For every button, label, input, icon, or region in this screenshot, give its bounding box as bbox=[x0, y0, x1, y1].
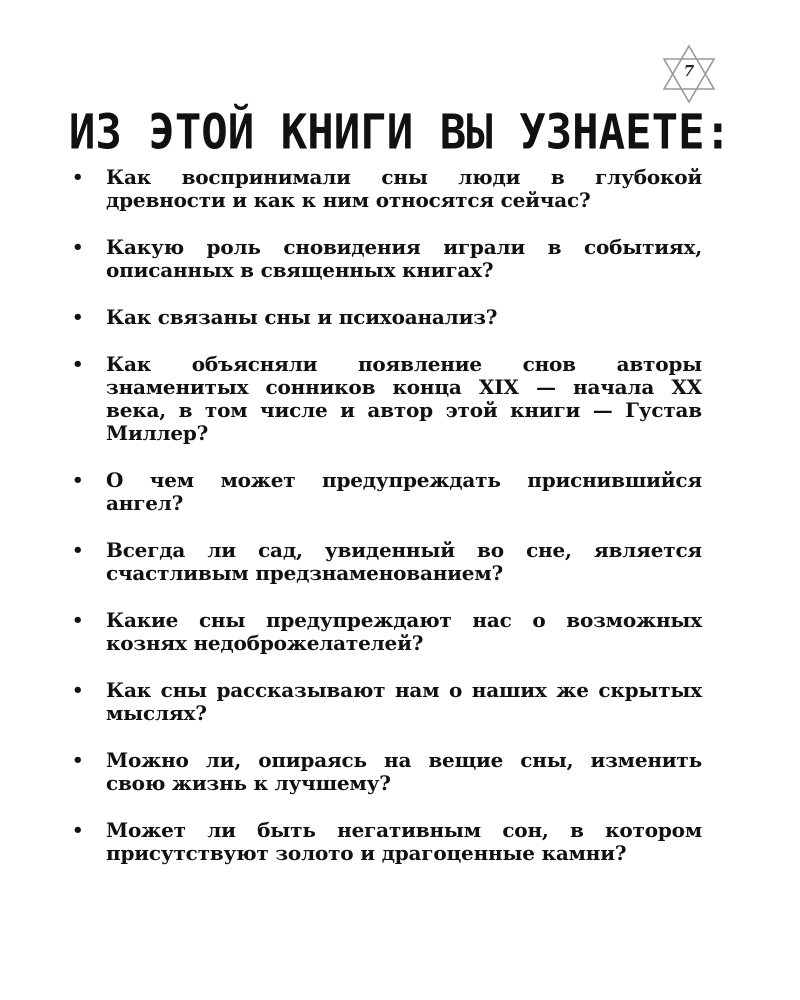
list-item-text: Какую роль сновидения играли в событиях, описанных в священных книгах? bbox=[106, 235, 702, 282]
list-item bbox=[70, 353, 702, 445]
bullet-icon: • bbox=[72, 470, 84, 491]
page-title: ИЗ ЭТОЙ КНИГИ ВЫ УЗНАЕТЕ: bbox=[68, 104, 732, 161]
list-item-text: Как связаны сны и психоанализ? bbox=[106, 305, 498, 329]
bullet-icon: • bbox=[72, 167, 84, 188]
bullet-icon: • bbox=[72, 750, 84, 771]
list-item-text: Как воспринимали сны люди в глубокой древности и как к ним относятся сейчас? bbox=[106, 165, 702, 212]
list-item bbox=[70, 539, 702, 585]
list-item bbox=[70, 609, 702, 655]
list-item bbox=[70, 236, 702, 282]
bullet-icon: • bbox=[72, 354, 84, 375]
bullet-icon: • bbox=[72, 680, 84, 701]
list-item-text: Как сны рассказывают нам о наших же скрытых мыслях? bbox=[106, 678, 702, 725]
list-item bbox=[70, 306, 702, 329]
list-item bbox=[70, 819, 702, 865]
list-item-text: Можно ли, опираясь на вещие сны, изменить свою жизнь к лучшему? bbox=[106, 748, 702, 795]
list-item bbox=[70, 749, 702, 795]
list-item bbox=[70, 166, 702, 212]
list-item bbox=[70, 469, 702, 515]
list-item-text: Как объясняли появление снов авторы знаменитых сонников конца XIX — начала XX века, в том числе и автор этой книги — Густав Миллер? bbox=[106, 352, 702, 445]
list-item bbox=[70, 679, 702, 725]
bullet-icon: • bbox=[72, 610, 84, 631]
list-item-text: Какие сны предупреждают нас о возможных кознях недоброжелателей? bbox=[106, 608, 702, 655]
list-item-text: О чем может предупреждать приснившийся ангел? bbox=[106, 468, 702, 515]
page-number-ornament bbox=[658, 44, 720, 104]
bullet-icon: • bbox=[72, 307, 84, 328]
bullet-icon: • bbox=[72, 820, 84, 841]
bullet-list bbox=[70, 166, 702, 889]
page-number: 7 bbox=[683, 62, 695, 80]
list-item-text: Всегда ли сад, увиденный во сне, является счастливым предзнаменованием? bbox=[106, 538, 702, 585]
bullet-icon: • bbox=[72, 237, 84, 258]
list-item-text: Может ли быть негативным сон, в котором присутствуют золото и драгоценные камни? bbox=[106, 818, 702, 865]
bullet-icon: • bbox=[72, 540, 84, 561]
